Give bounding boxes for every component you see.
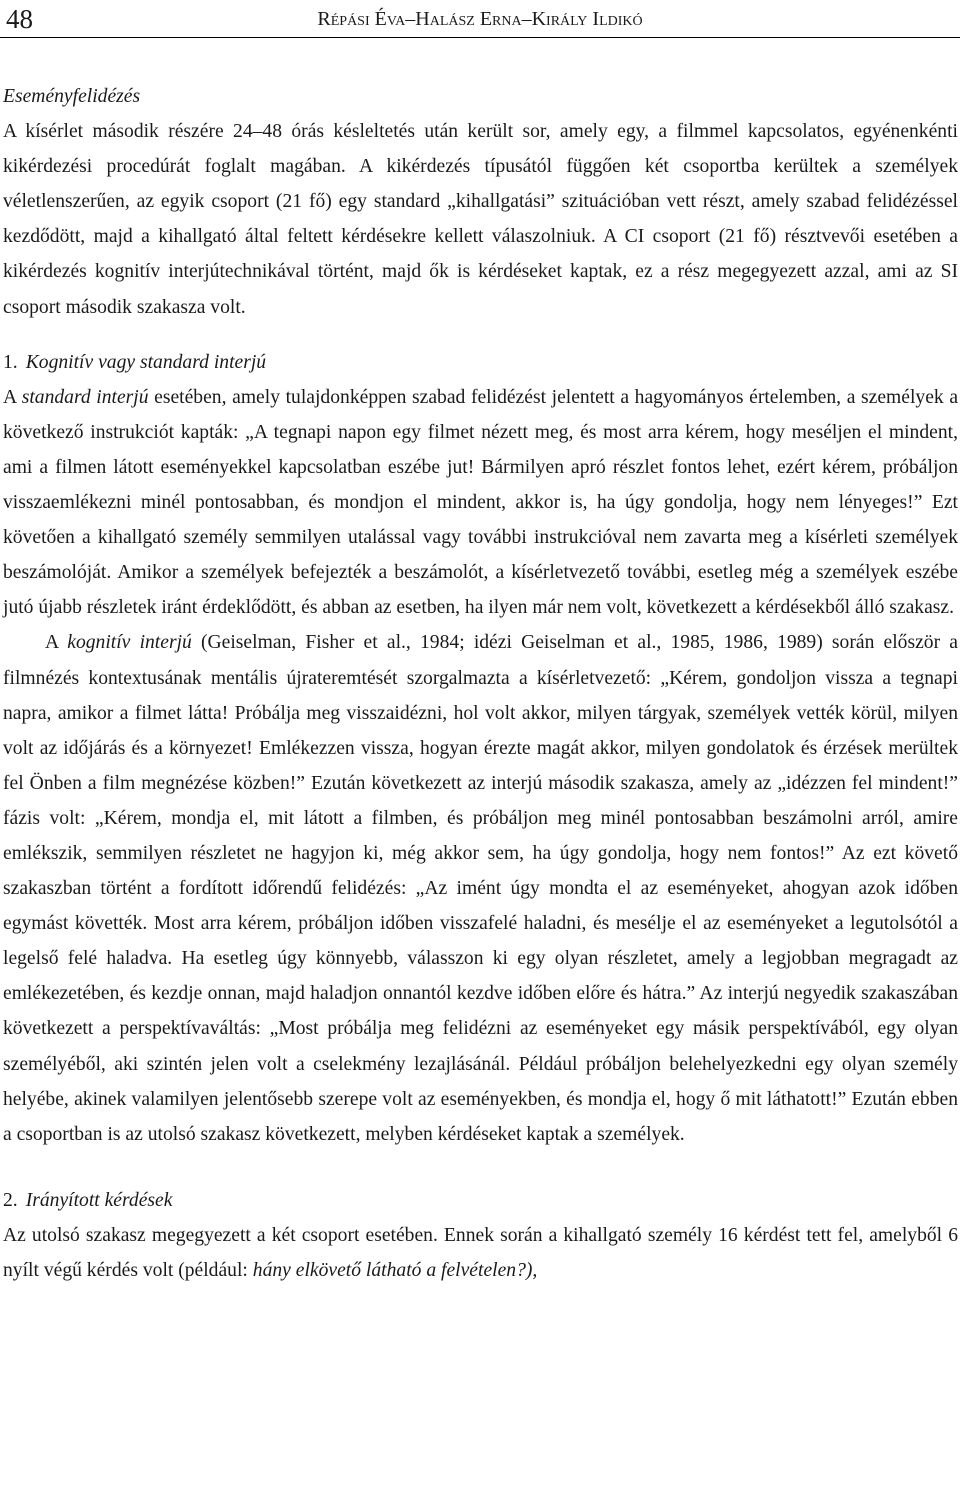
p1-body: esetében, amely tulajdonképpen szabad felidézést jelentett a hagyományos értelemben, a személyek a következő instrukciót kapták: „A tegnapi napon egy filmet nézett meg, és most arra kérem, hogy meséljen el mindent, ami a filmen látott eseményekkel kapcsolatban eszébe jut! Bármilyen apró részlet fontos lehet, ezért kérem, próbáljon visszaemlékezni minél pontosabban, és mondjon el mindent, akkor is, ha úgy gondolja, hogy nem lényeges!” Ezt követően a kihallgató személy semmilyen utalással vagy további instrukcióval nem zavarta meg a kísérleti személyek beszámolóját. Amikor a személyek befejezték a beszámolót, a kísérletvezető további, esetleg még a személyek eszébe jutó újabb részletek iránt érdeklődött, és abban az esetben, ha ilyen már nem volt, következett a kérdésekből álló szakasz. (3, 386, 959, 619)
p1-lead: A (3, 386, 22, 408)
term-cognitive-interview: kognitív interjú (67, 632, 192, 654)
paragraph-cognitive-interview (3, 625, 958, 1151)
page-header (0, 0, 960, 40)
p2-body: (Geiselman, Fisher et al., 1984; idézi Geiselman et al., 1985, 1986, 1989) során először a filmnézés kontextusának mentális újrateremtését szorgalmazta a kísérletvezető: „Kérem, gondoljon vissza a tegnapi napra, amikor a filmet látta! Próbálja meg visszaidézni, hol volt akkor, milyen tárgyak, személyek vették körül, milyen volt az időjárás és a környezet! Emlékezzen vissza, hogyan érezte magát akkor, milyen gondolatok és érzések merültek fel Önben a film megnézése közben!” Ezután következett az interjú második szakasza, amely az „idézzen fel mindent!” fázis volt: „Kérem, mondja el, mit látott a filmben, és próbáljon meg minél pontosabban beszámolni arról, amire emlékszik, semmilyen részletet ne hagyjon ki, még akkor sem, ha úgy gondolja, hogy nem fontos!” Az ezt követő szakaszban történt a fordított időrendű felidézés: „Az imént úgy mondta el az eseményeket, ahogyan azok időben egymást követték. Most arra kérem, próbáljon időben visszafelé haladni, és mesélje el az eseményeket a legutolsótól a legelső felé haladva. Ha esetleg úgy könnyebb, válasszon ki egy olyan részletet, amely a legjobban megragadt az emlékezetében, és kezdje onnan, majd haladjon onnantól kezdve időben előre és hátra.” Az interjú negyedik szakaszában következett a perspektívaváltás: „Most próbálja meg felidézni az eseményeket egy másik perspektívából, egy olyan személyéből, aki szintén jelen volt a cselekmény lezajlásánál. Például próbáljon belehelyezkedni egy olyan személy helyébe, akinek valamilyen jelentősebb szerepe volt az eseményekben, és mondja el, hogy ő mit láthatott!” Ezután ebben a csoportban is az utolsó szakasz következett, melyben kérdéseket kaptak a személyek. (3, 632, 959, 1145)
section-heading-1 (3, 345, 958, 380)
p2-lead: A (45, 632, 68, 654)
paragraph-directed-questions (3, 1218, 958, 1288)
section-title-event-recall: Eseményfelidézés (3, 86, 141, 107)
section-heading-2 (3, 1183, 958, 1218)
body-text (3, 79, 958, 1288)
section-spacer (3, 1152, 958, 1183)
paragraph-standard-interview (3, 380, 958, 626)
section-title-2: Irányított kérdések (25, 1189, 173, 1211)
running-head: Répási Éva–Halász Erna–Király Ildikó (317, 8, 643, 30)
paragraph-event-recall: A kísérlet második részére 24–48 órás késleltetés után került sor, amely egy, a filmmel kapcsolatos, egyénenkénti kikérdezési procedúrát foglalt magában. A kikérdezés típusától függően két csoportba kerültek a személyek véletlenszerűen, az egyik csoport (21 fő) egy standard „kihallgatási” szituációban vett részt, amely szabad felidézéssel kezdődött, majd a kihallgató által feltett kérdésekre kellett válaszolniuk. A CI csoport (21 fő) résztvevői esetében a kikérdezés kognitív interjútechnikával történt, majd ők is kérdéseket kaptak, ez a rész megegyezett azzal, ami az SI csoport második szakasza volt. (3, 121, 958, 318)
p3-body: Az utolsó szakasz megegyezett a két csoport esetében. Ennek során a kihallgató személy 16 kérdést tett fel, amelyből 6 nyílt végű kérdés volt (például: (3, 1224, 958, 1281)
section-spacer (3, 325, 958, 345)
example-question: hány elkövető látható a felvételen?), (252, 1260, 538, 1281)
section-title-1: Kognitív vagy standard interjú (25, 351, 267, 373)
header-rule (0, 37, 960, 38)
page-number: 48 (6, 4, 33, 34)
term-standard-interview: standard interjú (21, 386, 149, 408)
section-number-1: 1. (3, 351, 18, 373)
section-number-2: 2. (3, 1189, 18, 1211)
